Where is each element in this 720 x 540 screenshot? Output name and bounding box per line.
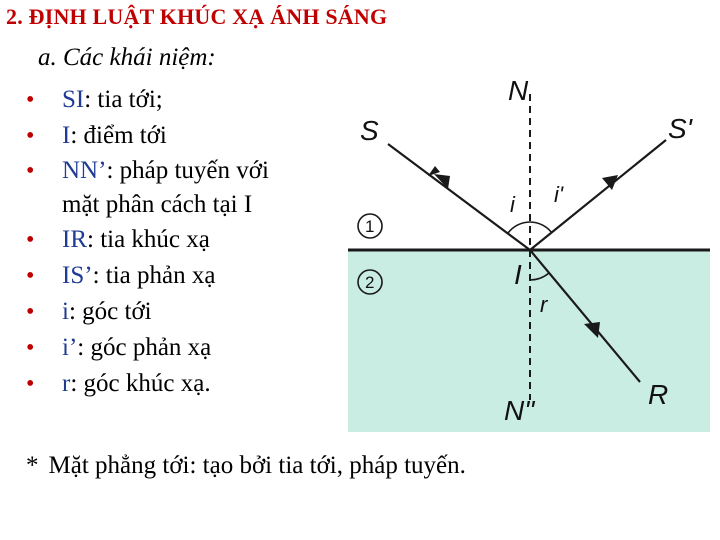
definition: : tia tới; [84, 86, 163, 113]
refraction-diagram [340, 70, 710, 432]
definition: : tia khúc xạ [87, 226, 210, 253]
term: i [62, 298, 69, 325]
section-title: 2. ĐỊNH LUẬT KHÚC XẠ ÁNH SÁNG [6, 4, 388, 29]
incident-ray [388, 144, 530, 250]
concept-list [26, 82, 269, 402]
term: NN’ [62, 157, 107, 184]
label-S-prime: S' [668, 113, 693, 144]
definition: : tia phản xạ [92, 262, 216, 289]
angle-i-arc [508, 222, 530, 233]
subsection-heading: a. Các khái niệm: [38, 44, 216, 71]
label-N: N [508, 75, 529, 106]
list-item [26, 82, 269, 118]
label-N-bottom: N" [504, 395, 535, 426]
angle-i-prime-arc [530, 222, 552, 233]
term: IR [62, 226, 87, 253]
label-R: R [648, 379, 669, 410]
definition-continued: mặt phân cách tại I [62, 191, 253, 218]
bullet-icon: • [26, 335, 35, 361]
label-i-prime: i' [554, 182, 564, 207]
plane-of-incidence-note [26, 452, 466, 480]
bullet-icon: • [26, 371, 35, 397]
definition: : góc phản xạ [77, 334, 212, 361]
medium-1-label: 1 [365, 217, 375, 236]
list-item [26, 118, 269, 154]
note-text: Mặt phẳng tới: tạo bởi tia tới, pháp tuyến. [48, 452, 466, 479]
definition: : góc tới [68, 298, 152, 325]
reflected-arrowhead [602, 175, 618, 190]
term: r [62, 370, 71, 397]
label-i: i [510, 192, 515, 217]
term: i’ [62, 334, 78, 361]
list-item [26, 222, 269, 258]
bullet-icon: • [26, 263, 35, 289]
list-item [26, 366, 269, 402]
label-I: I [514, 259, 522, 290]
label-S: S [360, 115, 379, 146]
bullet-icon: • [26, 123, 35, 149]
incident-arrow-icon [428, 166, 440, 176]
definition: : điểm tới [70, 122, 167, 149]
definition: : pháp tuyến với [106, 157, 269, 184]
list-item [26, 330, 269, 366]
bullet-icon: • [26, 158, 35, 184]
term: IS’ [62, 262, 93, 289]
term: I [62, 122, 71, 149]
list-item [26, 154, 269, 222]
list-item [26, 258, 269, 294]
label-r: r [540, 292, 548, 317]
medium-2-label: 2 [365, 273, 375, 292]
bullet-icon: • [26, 299, 35, 325]
term: SI [62, 86, 85, 113]
list-item [26, 294, 269, 330]
asterisk: * [26, 452, 39, 479]
reflected-ray [530, 140, 666, 250]
bullet-icon: • [26, 87, 35, 113]
definition: : góc khúc xạ. [70, 370, 211, 397]
bullet-icon: • [26, 227, 35, 253]
